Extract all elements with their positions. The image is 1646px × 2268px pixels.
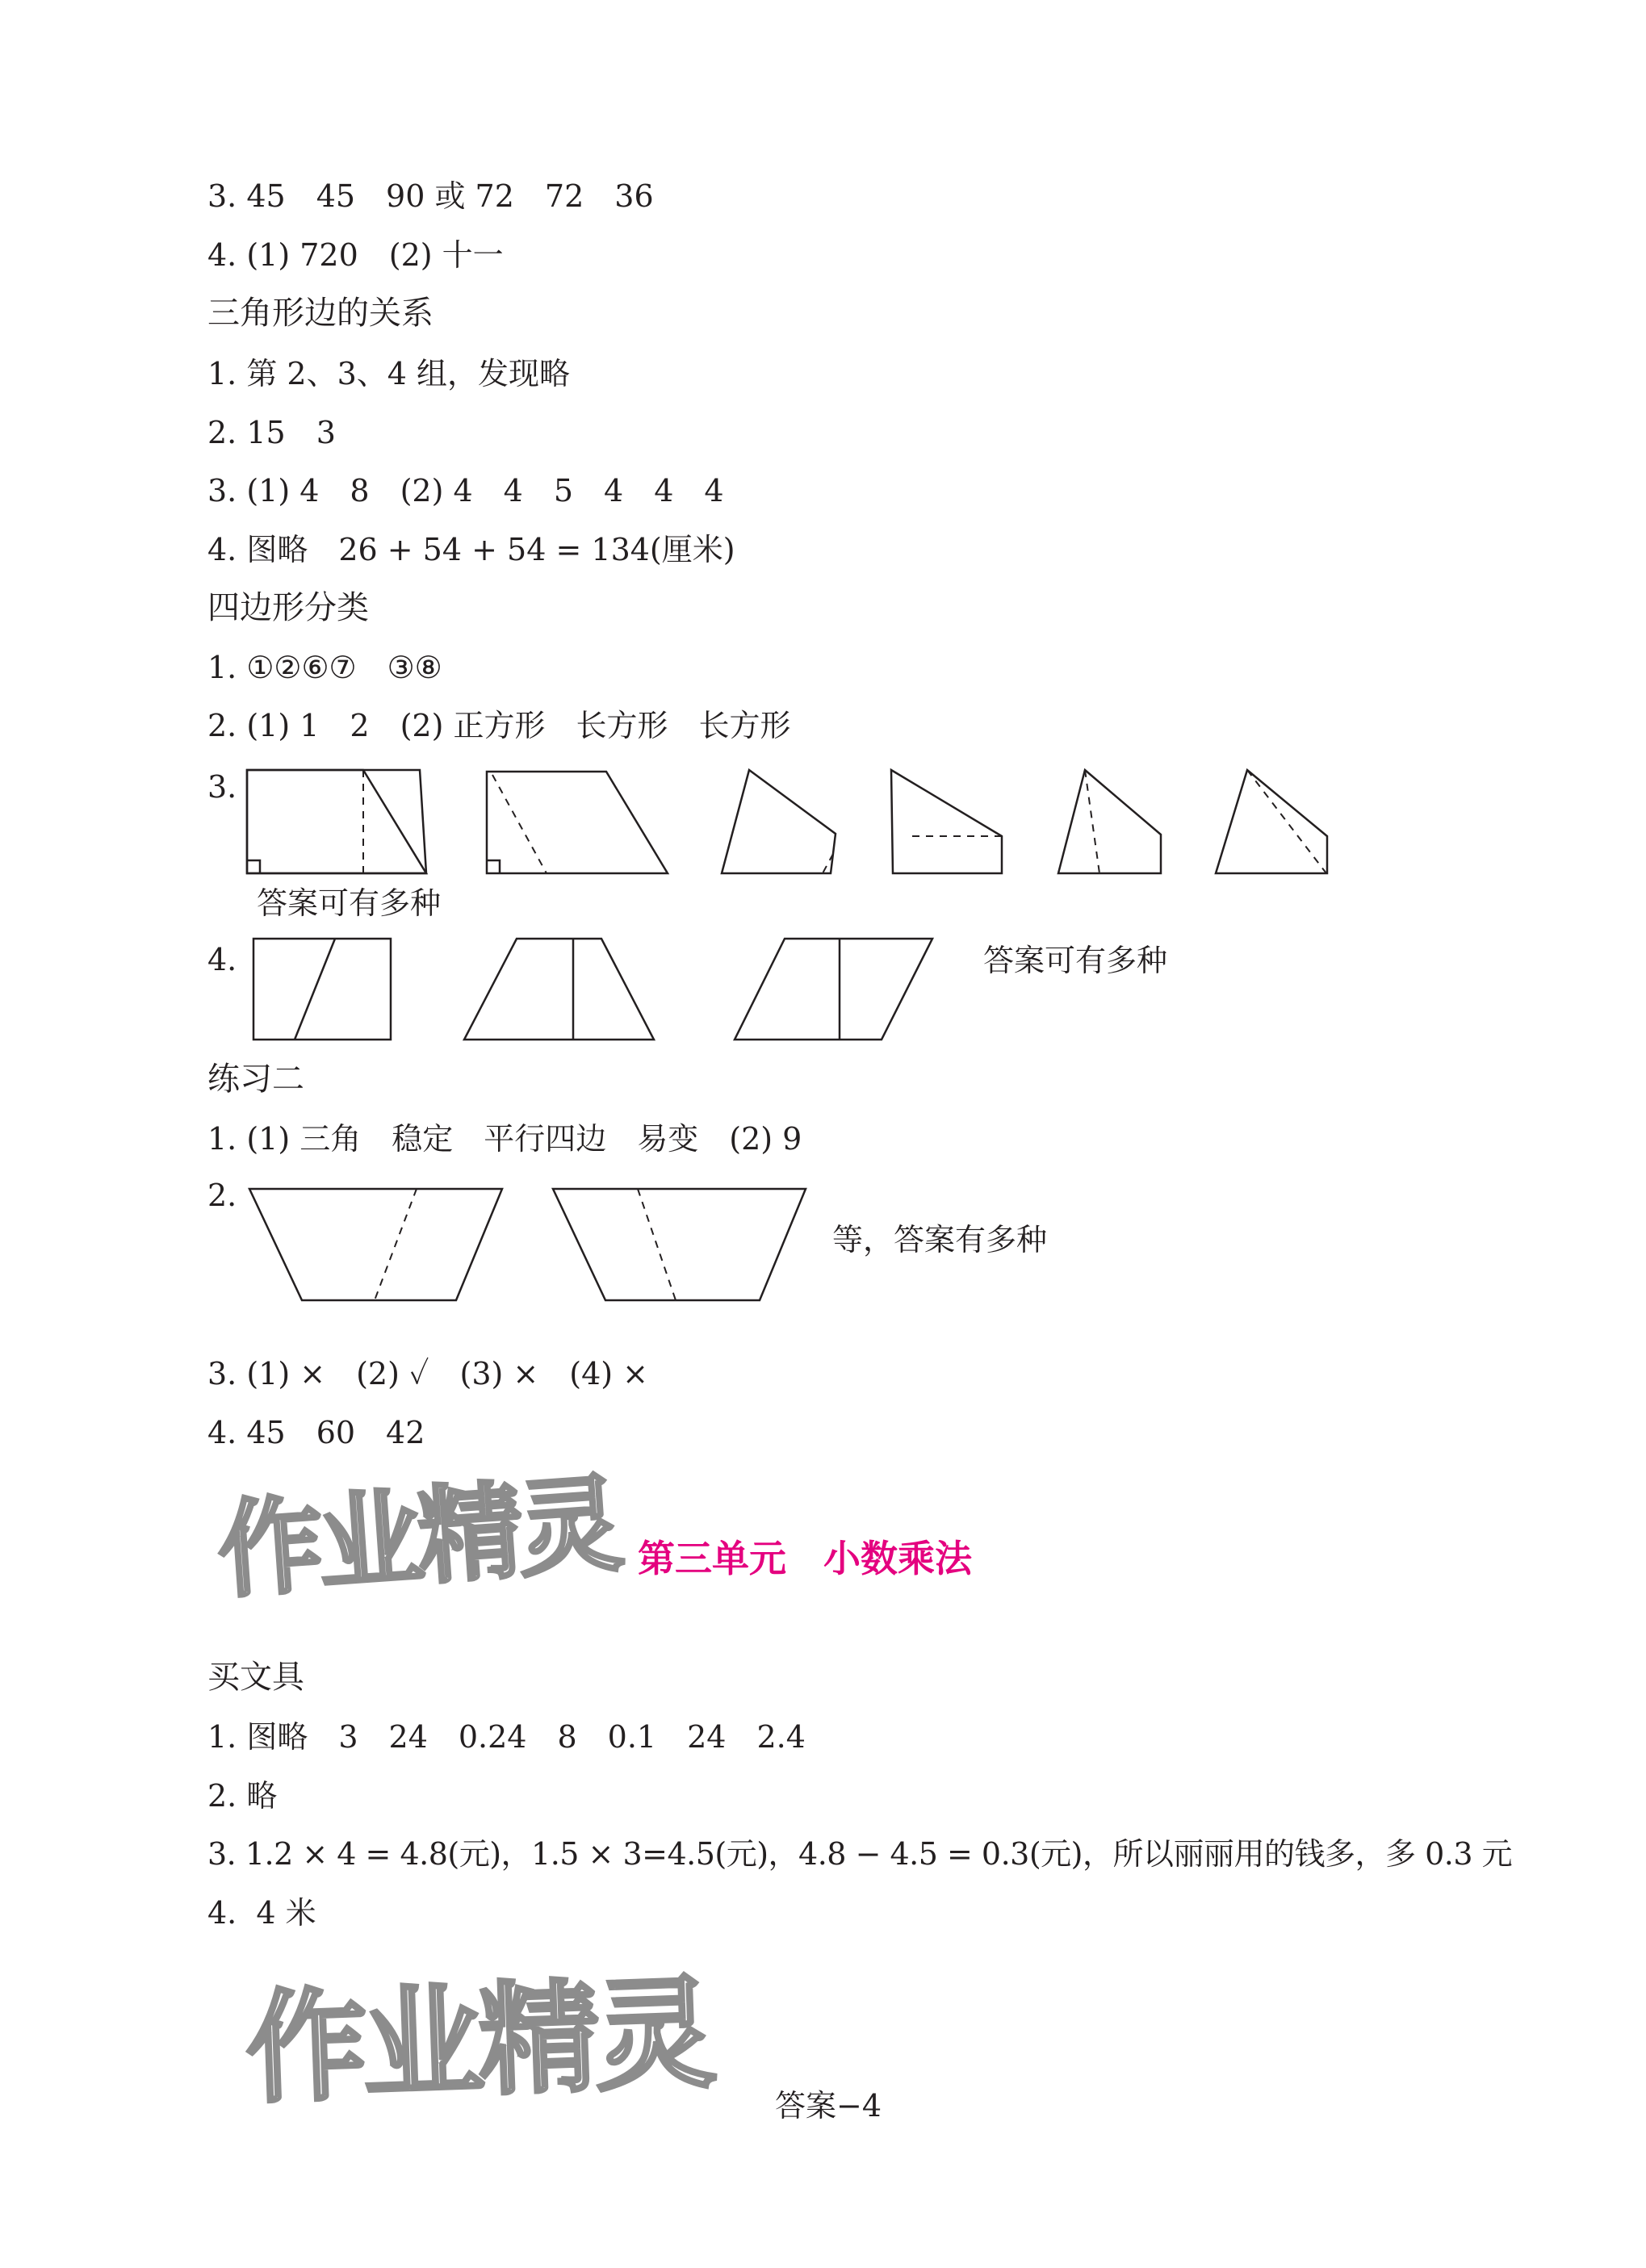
section-heading-quad-classify: 四边形分类 (207, 589, 369, 626)
answer-line: 4. (1) 720 (2) 十一 (207, 237, 504, 273)
figure-quad-4 (891, 770, 1002, 873)
answer-line: 2. (1) 1 2 (2) 正方形 长方形 长方形 (207, 708, 791, 743)
answer-line: 3. 45 45 90 或 72 72 36 (207, 178, 654, 214)
figure-quad-6 (1216, 770, 1327, 873)
question-label: 4. (207, 942, 237, 977)
figure-trapezoid-2 (553, 1189, 806, 1300)
exercise2-q2-figures (242, 1185, 823, 1306)
answer-line: 4. 4 米 (207, 1895, 316, 1931)
answer-line: 4. 45 60 42 (207, 1415, 425, 1450)
answer-line: 3. (1) 4 8 (2) 4 4 5 4 4 4 (207, 473, 724, 508)
answer-line: 3. 1.2 × 4 = 4.8(元)，1.5 × 3=4.5(元)，4.8 − 4.5 = 0.3(元)，所以丽丽用的钱多，多 0.3 元 (207, 1836, 1513, 1872)
figure-trapezoid-1 (249, 1189, 502, 1300)
q3-figures (242, 763, 1340, 876)
figure-quad-5 (1058, 770, 1161, 873)
q4-figures (242, 935, 953, 1044)
answer-line: 1. 第 2、3、4 组，发现略 (207, 356, 571, 391)
page-number: 答案−4 (775, 2088, 882, 2124)
answer-line: 1. ①②⑥⑦ ③⑧ (207, 650, 442, 685)
section-heading-exercise-2: 练习二 (207, 1061, 304, 1098)
figure-trapezoid-split (464, 939, 654, 1040)
watermark-logo: 作业精灵 (214, 1462, 622, 1613)
figure-right-trapezoid-2 (487, 772, 668, 873)
figure-parallelogram-split (735, 939, 932, 1040)
unit-title: 第三单元 小数乘法 (638, 1537, 972, 1580)
figure-note: 等，答案有多种 (832, 1222, 1048, 1257)
answer-line: 4. 图略 26 + 54 + 54 = 134(厘米) (207, 532, 735, 567)
answer-line: 2. 15 3 (207, 415, 336, 450)
answer-line: 3. (1) × (2) ✓ (3) × (4) × (207, 1356, 648, 1391)
figure-rectangle-split (253, 939, 391, 1040)
figure-note: 答案可有多种 (257, 885, 442, 921)
question-label: 2. (207, 1178, 237, 1213)
watermark-logo: 作业精灵 (244, 1964, 714, 2120)
section-heading-triangle-sides: 三角形边的关系 (207, 295, 433, 332)
section-heading-buy-stationery: 买文具 (207, 1659, 304, 1696)
answer-line: 1. 图略 3 24 0.24 8 0.1 24 2.4 (207, 1719, 806, 1755)
answer-line: 1. (1) 三角 稳定 平行四边 易变 (2) 9 (207, 1121, 802, 1157)
answer-line: 2. 略 (207, 1778, 278, 1814)
figure-right-trapezoid (247, 770, 426, 873)
question-label: 3. (207, 769, 237, 805)
figure-quad-3 (722, 770, 836, 873)
figure-note: 答案可有多种 (983, 943, 1168, 978)
